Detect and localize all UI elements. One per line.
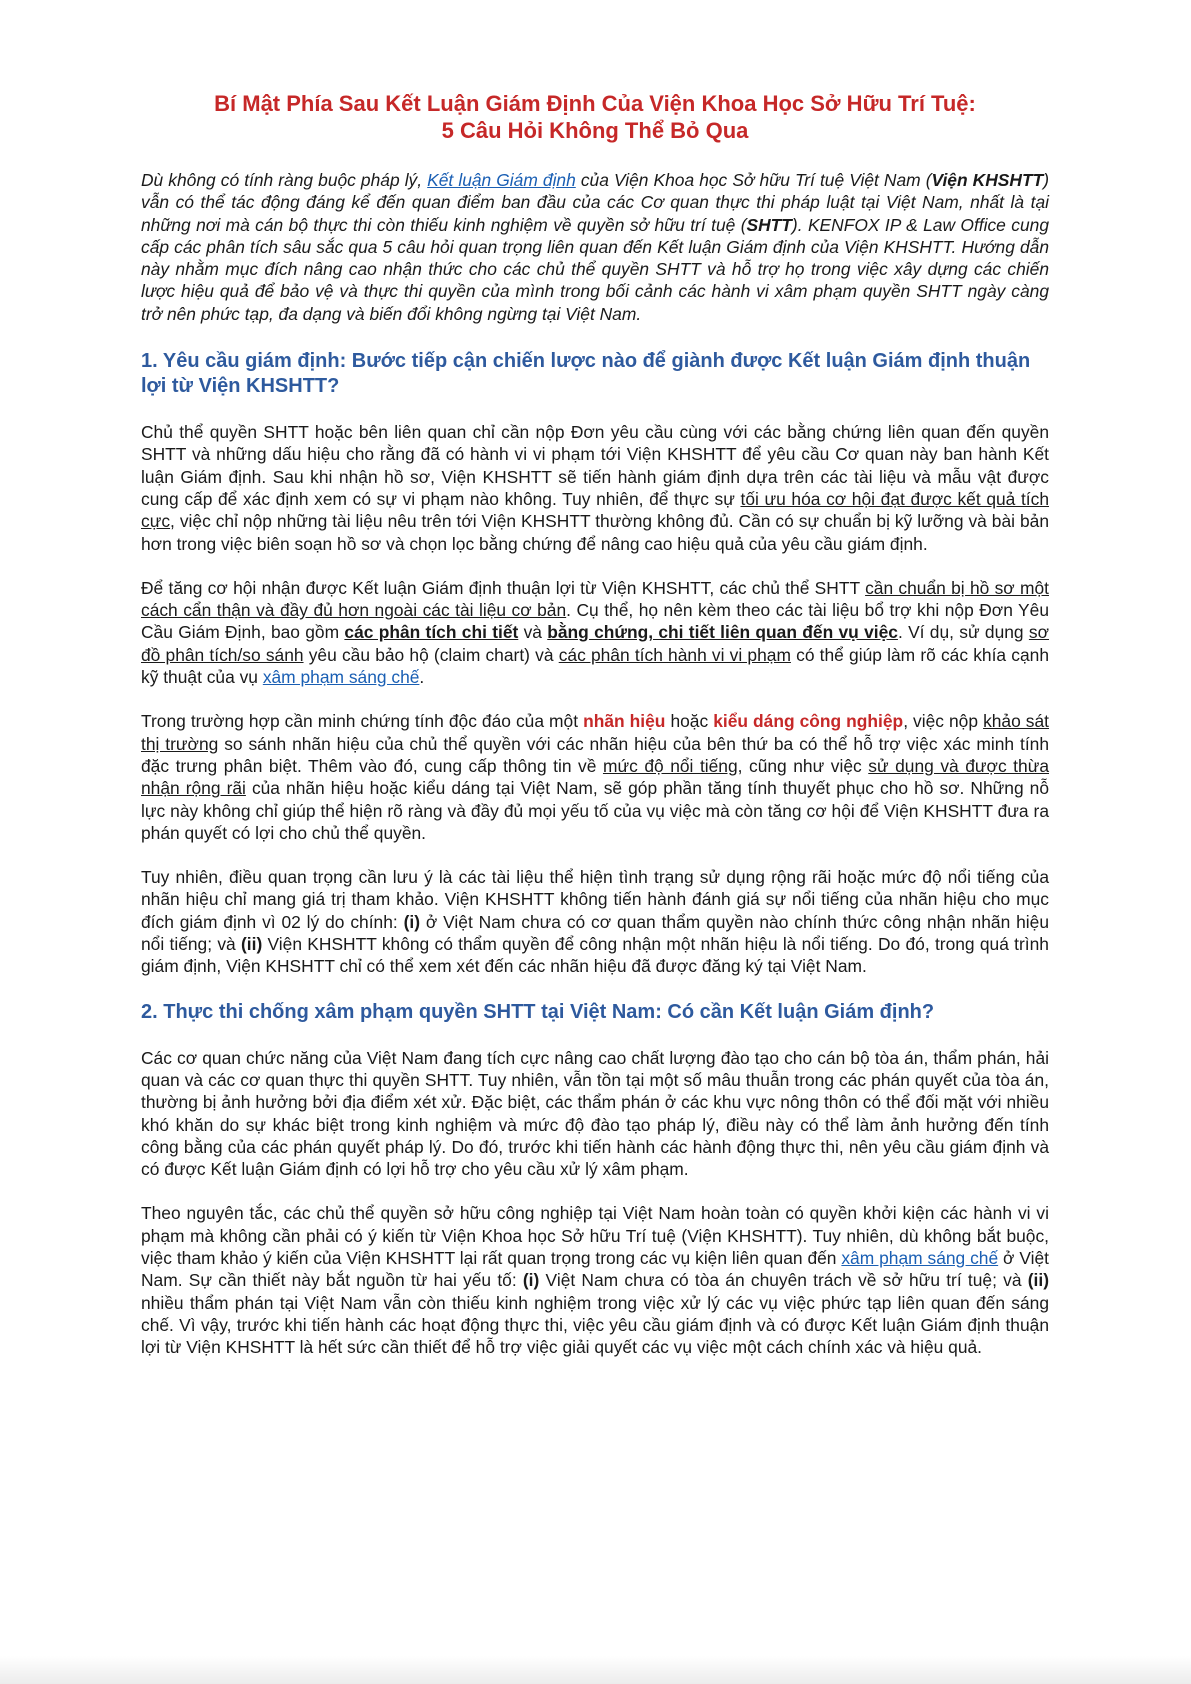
intro-text: của Viện Khoa học Sở hữu Trí tuệ Việt Nam ( (575, 170, 932, 190)
section-1-heading: 1. Yêu cầu giám định: Bước tiếp cận chiến lược nào để giành được Kết luận Giám định thuận lợi từ Viện KHSHTT? (141, 350, 1031, 398)
paragraph-text: , việc nộp (903, 711, 984, 732)
underlined-text: mức độ nổi tiếng (602, 755, 738, 776)
bold-text: (ii) (1027, 1270, 1049, 1291)
underlined-text: tối ưu hóa cơ hội đạt được kết quả tích cực (141, 488, 1049, 532)
paragraph-text: Tuy nhiên, điều quan trọng cần lưu ý là các tài liệu thể hiện tình trạng sử dụng rộng rãi hoặc mức độ nổi tiếng của nhãn hiệu chỉ mang giá trị tham khảo. Viện KHSHTT không tiến hành đánh giá sự nổi tiếng của nhãn hiệu cho mục đích giám định vì 02 lý do chính: (141, 867, 1049, 932)
paragraph-text: yêu cầu bảo hộ (claim chart) và (303, 644, 559, 665)
paragraph-text: Chủ thể quyền SHTT hoặc bên liên quan chỉ cần nộp Đơn yêu cầu cùng với các bằng chứng liên quan đến quyền SHTT và những dấu hiệu cho rằng đã có hành vi vi phạm tới Viện KHSHTT để yêu cầu Cơ quan này ban hành Kết luận Giám định. Sau khi nhận hồ sơ, Viện KHSHTT sẽ tiến hành giám định dựa trên các tài liệu và mẫu vật được cung cấp để xác định xem có sự vi phạm nào không. Tuy nhiên, để thực sự (141, 422, 1049, 509)
paragraph-text: . (419, 667, 425, 688)
section-1-paragraph-1 (141, 421, 1049, 555)
paragraph-text: có thể giúp làm rõ các khía cạnh kỹ thuật của vụ (141, 644, 1050, 688)
paragraph-text: Trong trường hợp cần minh chứng tính độc đáo của một (141, 711, 584, 732)
title-line-1: Bí Mật Phía Sau Kết Luận Giám Định Của Viện Khoa Học Sở Hữu Trí Tuệ: (214, 91, 976, 116)
intro-bold: SHTT (746, 214, 792, 235)
paragraph-text: , việc chỉ nộp những tài liệu nêu trên tới Viện KHSHTT thường không đủ. Cần có sự chuẩn bị kỹ lưỡng và bài bản hơn trong việc biên soạn hồ sơ và chọn lọc bằng chứng để nâng cao hiệu quả của yêu cầu giám định. (141, 511, 1049, 554)
underlined-text: sơ đồ phân tích/so sánh (141, 622, 1050, 665)
highlight-red-text: nhãn hiệu (583, 711, 666, 732)
paragraph-text: Việt Nam chưa có tòa án chuyên trách về sở hữu trí tuệ; và (539, 1270, 1028, 1291)
intro-text: Dù không có tính ràng buộc pháp lý, (141, 170, 428, 190)
intro-text: ) vẫn có thể tác động đáng kể đến quan điểm ban đầu của các Cơ quan thực thi pháp luật tại Việt Nam, nhất là tại những nơi mà cán bộ thực thi còn thiếu kinh nghiệm về quyền sở hữu trí tuệ ( (141, 170, 1049, 235)
paragraph-text: Theo nguyên tắc, các chủ thể quyền sở hữu công nghiệp tại Việt Nam hoàn toàn có quyền khởi kiện các hành vi vi phạm mà không cần phải có ý kiến từ Viện Khoa học Sở hữu Trí tuệ (Viện KHSHTT). Tuy nhiên, dù không bắt buộc, việc tham khảo ý kiến của Viện KHSHTT lại rất quan trọng trong các vụ kiện liên quan đến (141, 1203, 1049, 1268)
paragraph-text: . Cụ thể, họ nên kèm theo các tài liệu bổ trợ khi nộp Đơn Yêu Cầu Giám Định, bao gồm (141, 600, 1049, 643)
paragraph-text: hoặc (665, 711, 714, 732)
highlight-red-text: kiểu dáng công nghiệp (713, 711, 904, 732)
paragraph-text: . Ví dụ, sử dụng (897, 622, 1029, 643)
paragraph-text: , cũng như việc (737, 755, 869, 776)
paragraph-text: của nhãn hiệu hoặc kiểu dáng tại Việt Nam, sẽ góp phần tăng tính thuyết phục cho hồ sơ. Những nỗ lực này không chỉ giúp thể hiện rõ ràng và đầy đủ mọi yếu tố của vụ việc mà còn tăng cơ hội để Viện KHSHTT đưa ra phán quyết có lợi cho chủ thể quyền. (141, 778, 1050, 843)
document-content (141, 90, 1049, 1358)
bold-text: (i) (403, 911, 420, 932)
page-bottom-shadow (0, 1656, 1191, 1684)
paragraph-text: so sánh nhãn hiệu của chủ thể quyền với các nhãn hiệu của bên thứ ba có thể hỗ trợ việc xác minh tính đặc trưng phân biệt. Thêm vào đó, cung cấp thông tin về (141, 733, 1050, 776)
intro-bold: Viện KHSHTT (931, 170, 1044, 190)
section-2-paragraph-1: Các cơ quan chức năng của Việt Nam đang tích cực nâng cao chất lượng đào tạo cho cán bộ tòa án, thẩm phán, hải quan và các cơ quan thực thi quyền SHTT. Tuy nhiên, vẫn tồn tại một số mâu thuẫn trong các phán quyết của tòa án, thường bị ảnh hưởng bởi địa điểm xét xử. Đặc biệt, các thẩm phán ở các khu vực nông thôn có thể đối mặt với nhiều khó khăn do sự khác biệt trong kinh nghiệm và mức độ đào tạo pháp lý, điều này có thể làm ảnh hưởng đến tính công bằng của các phán quyết pháp lý. Do đó, trước khi tiến hành các hành động thực thi, nên yêu cầu giám định và có được Kết luận Giám định có lợi hỗ trợ cho yêu cầu xử lý xâm phạm. (141, 1047, 1049, 1180)
paragraph-text: Để tăng cơ hội nhận được Kết luận Giám định thuận lợi từ Viện KHSHTT, các chủ thể SHTT (141, 577, 866, 598)
title-line-2: 5 Câu Hỏi Không Thể Bỏ Qua (441, 118, 749, 143)
bold-text: (i) (522, 1270, 540, 1291)
intro-text: ). KENFOX IP & Law Office cung cấp các phân tích sâu sắc qua 5 câu hỏi quan trọng liên quan đến Kết luận Giám định của Viện KHSHTT. Hướng dẫn này nhằm mục đích nâng cao nhận thức cho các chủ thể quyền SHTT và hỗ trợ họ trong việc xây dựng các chiến lược hiệu quả để bảo vệ và thực thi quyền của mình trong bối cảnh các hành vi xâm phạm quyền SHTT ngày càng trở nên phức tạp, đa dạng và biến đổi không ngừng tại Việt Nam. (141, 214, 1049, 324)
intro-paragraph (141, 169, 1049, 325)
bold-text: (ii) (240, 934, 263, 955)
underlined-text: các phân tích hành vi vi phạm (558, 644, 791, 665)
section-1-paragraph-4 (141, 866, 1049, 977)
xam-pham-sang-che-link[interactable]: xâm phạm sáng chế (262, 667, 420, 688)
paragraph-text: Viện KHSHTT không có thẩm quyền để công nhận một nhãn hiệu là nổi tiếng. Do đó, trong quá trình giám định, Viện KHSHTT chỉ có thể xem xét đến các nhãn hiệu đã được đăng ký tại Việt Nam. (141, 934, 1049, 977)
underlined-text: khảo sát thị trường (141, 711, 1050, 754)
paragraph-text: và (518, 622, 548, 643)
bold-underlined-text: bằng chứng, chi tiết liên quan đến vụ việc (547, 622, 898, 643)
paragraph-text: ở Việt Nam. Sự cần thiết này bắt nguồn từ hai yếu tố: (141, 1247, 1049, 1291)
ket-luan-giam-dinh-link[interactable]: Kết luận Giám định (427, 170, 576, 190)
document-title (141, 90, 1049, 144)
paragraph-text: ở Việt Nam chưa có cơ quan thẩm quyền nào chính thức công nhận nhãn hiệu nổi tiếng; và (141, 911, 1049, 955)
section-2-paragraph-2 (141, 1202, 1049, 1358)
xam-pham-sang-che-link[interactable]: xâm phạm sáng chế (841, 1247, 999, 1268)
section-1-paragraph-3 (141, 710, 1049, 844)
paragraph-text: nhiều thẩm phán tại Việt Nam vẫn còn thiếu kinh nghiệm trong việc xử lý các vụ việc phức tạp liên quan đến sáng chế. Vì vậy, trước khi tiến hành các hoạt động thực thi, việc yêu cầu giám định và có được Kết luận Giám định thuận lợi từ Viện KHSHTT là hết sức cần thiết để hỗ trợ việc giải quyết các vụ việc một cách chính xác và hiệu quả. (141, 1292, 1049, 1358)
bold-underlined-text: các phân tích chi tiết (344, 622, 519, 643)
section-1-paragraph-2 (141, 577, 1049, 688)
underlined-text: cần chuẩn bị hồ sơ một cách cẩn thận và đầy đủ hơn ngoài các tài liệu cơ bản (141, 577, 1049, 621)
section-2-heading: 2. Thực thi chống xâm phạm quyền SHTT tại Việt Nam: Có cần Kết luận Giám định? (141, 1000, 935, 1023)
underlined-text: sử dụng và được thừa nhận rộng rãi (141, 755, 1050, 799)
